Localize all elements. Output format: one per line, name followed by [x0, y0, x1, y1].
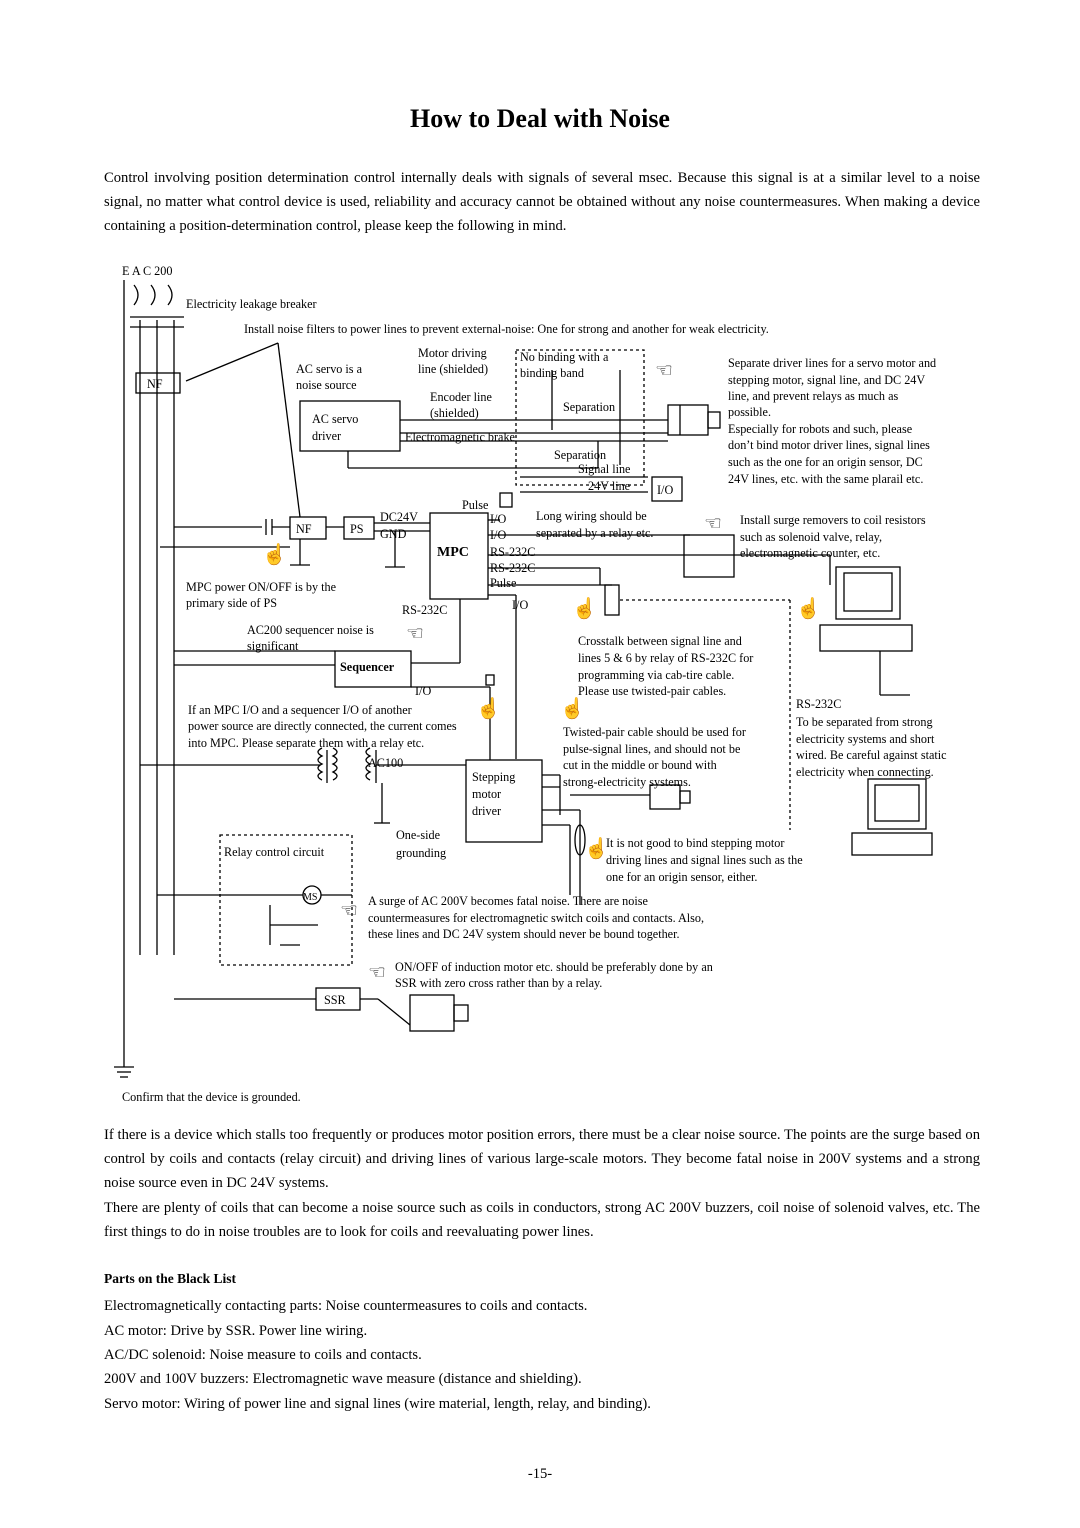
svg-text:ON/OFF of induction motor etc.: ON/OFF of induction motor etc. should be preferably done by an: [395, 960, 713, 974]
leakage-breaker-label: Electricity leakage breaker: [186, 297, 317, 311]
svg-text:To be separated from strong: To be separated from strong: [796, 715, 933, 729]
long-wiring-1: Long wiring should be: [536, 509, 647, 523]
nf-left-label: NF: [147, 377, 163, 391]
svg-text:stepping motor, signal line, a: stepping motor, signal line, and DC 24V: [728, 373, 926, 387]
svg-text:☝: ☝: [584, 838, 609, 860]
long-wiring-2: separated by a relay etc.: [536, 526, 654, 540]
svg-text:line, and prevent relays as mu: line, and prevent relays as much as: [728, 389, 899, 403]
page-title: How to Deal with Noise: [410, 104, 670, 133]
svg-text:☜: ☜: [655, 360, 673, 382]
svg-text:☝: ☝: [476, 698, 501, 720]
svg-text:cut in the middle or bound wit: cut in the middle or bound with: [563, 758, 717, 772]
svg-text:SSR with zero cross rather tha: SSR with zero cross rather than by a relay.: [395, 976, 603, 990]
svg-text:strong-electricity systems.: strong-electricity systems.: [563, 775, 691, 789]
svg-text:Separate driver lines for a se: Separate driver lines for a servo motor and: [728, 356, 937, 370]
one-side-2: grounding: [396, 846, 447, 860]
install-filters-note: Install noise filters to power lines to prevent external-noise: One for strong and another for weak electricity.: [244, 322, 769, 336]
encoder-line-2: (shielded): [430, 406, 479, 420]
blacklist-item: AC motor: Drive by SSR. Power line wiring.: [104, 1323, 368, 1339]
svg-text:☝: ☝: [796, 598, 821, 620]
signal-line-label: Signal line: [578, 462, 631, 476]
no-binding-2: binding band: [520, 366, 584, 380]
relay-circuit-label: Relay control circuit: [224, 845, 325, 859]
svg-text:driving lines and signal lines: driving lines and signal lines such as the: [606, 853, 803, 867]
separate-driver-note: [728, 356, 936, 486]
svg-text:possible.: possible.: [728, 405, 771, 419]
nf-mid-label: NF: [296, 522, 312, 536]
mpc-power-2: primary side of PS: [186, 596, 278, 610]
svg-text:wired. Be careful against stat: wired. Be careful against static: [796, 748, 947, 762]
svg-text:Crosstalk between signal line: Crosstalk between signal line and: [578, 634, 742, 648]
pulse-mpc-label: Pulse: [490, 576, 517, 590]
svg-text:If an MPC I/O and a sequencer: If an MPC I/O and a sequencer I/O of another: [188, 703, 412, 717]
encoder-line-1: Encoder line: [430, 390, 492, 404]
svg-text:Install surge removers to coil: Install surge removers to coil resistors: [740, 513, 926, 527]
gnd-label: GND: [380, 527, 407, 541]
svg-text:☜: ☜: [368, 962, 386, 984]
svg-text:Please use twisted-pair cables: Please use twisted-pair cables.: [578, 684, 727, 698]
io-sequencer: I/O: [415, 684, 432, 698]
ssr-label: SSR: [324, 993, 346, 1007]
ac200-noise-1: AC200 sequencer noise is: [247, 623, 374, 637]
svg-text:electricity when connecting.: electricity when connecting.: [796, 765, 934, 779]
brake-label: Electromagnetic brake: [405, 430, 515, 444]
svg-text:programming via cab-tire cable: programming via cab-tire cable.: [578, 668, 735, 682]
svg-text:driver: driver: [472, 804, 502, 818]
svg-text:into MPC. Please separate them: into MPC. Please separate them with a relay etc.: [188, 736, 425, 750]
surge-ac-note: [368, 894, 704, 941]
blacklist-item: Servo motor: Wiring of power line and signal lines (wire material, length, relay, and binding).: [104, 1396, 651, 1412]
not-good-note: [606, 836, 803, 884]
mpc-io-note: [188, 703, 457, 750]
ac100-label: AC100: [368, 756, 404, 770]
mpc-power-1: MPC power ON/OFF is by the: [186, 580, 336, 594]
one-side-1: One-side: [396, 828, 440, 842]
io-mpc-2: I/O: [490, 528, 507, 542]
twisted-pair-note: [563, 725, 746, 789]
ac-servo-noise-1: AC servo is a: [296, 362, 363, 376]
svg-text:☜: ☜: [704, 513, 722, 535]
noise-wiring-diagram: [0, 255, 1080, 1115]
intro-paragraph: Control involving position determination control internally deals with signals of several msec. Because this signal is at a similar level to a noise signal, no matter what control device is used, reliability and accuracy cannot be obtained without any noise countermeasures. When making a device containing a position-determination control, please keep the following in mind.: [104, 170, 980, 234]
svg-text:24V lines, etc. with the same: 24V lines, etc. with the same plarail etc.: [728, 472, 924, 486]
motor-driving-1: Motor driving: [418, 346, 487, 360]
no-binding-1: No binding with a: [520, 350, 609, 364]
blacklist-item: AC/DC solenoid: Noise measure to coils and contacts.: [104, 1347, 422, 1363]
stepping-driver-label: [472, 770, 515, 818]
svg-text:one for an origin sensor, eith: one for an origin sensor, either.: [606, 870, 758, 884]
svg-text:☜: ☜: [406, 623, 424, 645]
svg-text:☝: ☝: [572, 598, 597, 620]
crosstalk-note: [578, 634, 753, 698]
ac200-noise-2: significant: [247, 639, 299, 653]
io-mpc-1: I/O: [490, 512, 507, 526]
mpc-label: MPC: [437, 545, 469, 560]
dc24v-label: DC24V: [380, 510, 418, 524]
svg-text:motor: motor: [472, 787, 502, 801]
svg-text:☝: ☝: [560, 698, 585, 720]
svg-text:these lines and DC 24V system: these lines and DC 24V system should never be bound together.: [368, 927, 680, 941]
ac-servo-noise-2: noise source: [296, 378, 357, 392]
svg-text:don’t bind motor driver lines,: don’t bind motor driver lines, signal lines: [728, 438, 930, 452]
svg-text:A surge of AC 200V becomes fat: A surge of AC 200V becomes fatal noise. There are noise: [368, 894, 648, 908]
svg-text:☝: ☝: [262, 544, 287, 566]
ps-label: PS: [350, 522, 364, 536]
blacklist-heading: Parts on the Black List: [104, 1271, 237, 1286]
io-mpc-3: I/O: [512, 598, 529, 612]
svg-text:electricity systems and short: electricity systems and short: [796, 732, 935, 746]
svg-text:Twisted-pair cable should be u: Twisted-pair cable should be used for: [563, 725, 746, 739]
ac-servo-driver-2: driver: [312, 429, 342, 443]
onoff-note: [395, 960, 713, 990]
rs232c-mpc-left: RS-232C: [402, 603, 448, 617]
stall-paragraph: If there is a device which stalls too frequently or produces motor position errors, there must be a clear noise source. The points are the surge based on control by coils and contacts (relay circuit) and driving lines of various large-scale motors. They become fatal noise in 200V systems and a strong noise source even in DC 24V systems.: [104, 1127, 980, 1191]
svg-text:electromagnetic counter, etc.: electromagnetic counter, etc.: [740, 546, 881, 560]
eac-label: E A C 200: [122, 264, 173, 278]
svg-text:such as the one for an origin: such as the one for an origin sensor, DC: [728, 455, 923, 469]
rs232c-1: RS-232C: [490, 545, 536, 559]
svg-text:It is not good to bind steppin: It is not good to bind stepping motor: [606, 836, 785, 850]
surge-remover-note: [740, 513, 926, 560]
blacklist-item: Electromagnetically contacting parts: Noise countermeasures to coils and contacts.: [104, 1298, 588, 1314]
confirm-ground-note: Confirm that the device is grounded.: [122, 1090, 301, 1104]
separation-1: Separation: [563, 400, 616, 414]
svg-text:Especially for robots and such: Especially for robots and such, please: [728, 422, 913, 436]
separation-2: Separation: [554, 448, 607, 462]
ms-label: MS: [303, 892, 318, 903]
rs232c-right: RS-232C: [796, 697, 842, 711]
svg-text:Stepping: Stepping: [472, 770, 516, 784]
sequencer-label: Sequencer: [340, 660, 395, 674]
blacklist-item: 200V and 100V buzzers: Electromagnetic wave measure (distance and shielding).: [104, 1371, 582, 1387]
motor-driving-2: line (shielded): [418, 362, 489, 376]
svg-text:lines 5 & 6 by relay of RS-232: lines 5 & 6 by relay of RS-232C for: [578, 651, 754, 665]
svg-text:☜: ☜: [340, 900, 358, 922]
ac-servo-driver-1: AC servo: [312, 412, 359, 426]
rs232c-note: [796, 715, 947, 779]
rs232c-2: RS-232C: [490, 561, 536, 575]
svg-text:countermeasures for electromag: countermeasures for electromagnetic switch coils and contacts. Also,: [368, 911, 705, 925]
v24-line-label: 24V line: [588, 479, 631, 493]
io-box-label: I/O: [657, 483, 674, 497]
page-number: -15-: [527, 1466, 553, 1482]
svg-text:pulse-signal lines, and should: pulse-signal lines, and should not be: [563, 742, 741, 756]
pulse-top-label: Pulse: [462, 498, 489, 512]
svg-text:such as solenoid valve, relay,: such as solenoid valve, relay,: [740, 530, 883, 544]
coils-paragraph: There are plenty of coils that can become a noise source such as coils in conductors, strong AC 200V buzzers, coil noise of solenoid valves, etc. The first things to do in noise troubles are to look for coils and reevaluating power lines.: [104, 1200, 980, 1240]
svg-text:power source are directly conn: power source are directly connected, the current comes: [188, 719, 457, 733]
